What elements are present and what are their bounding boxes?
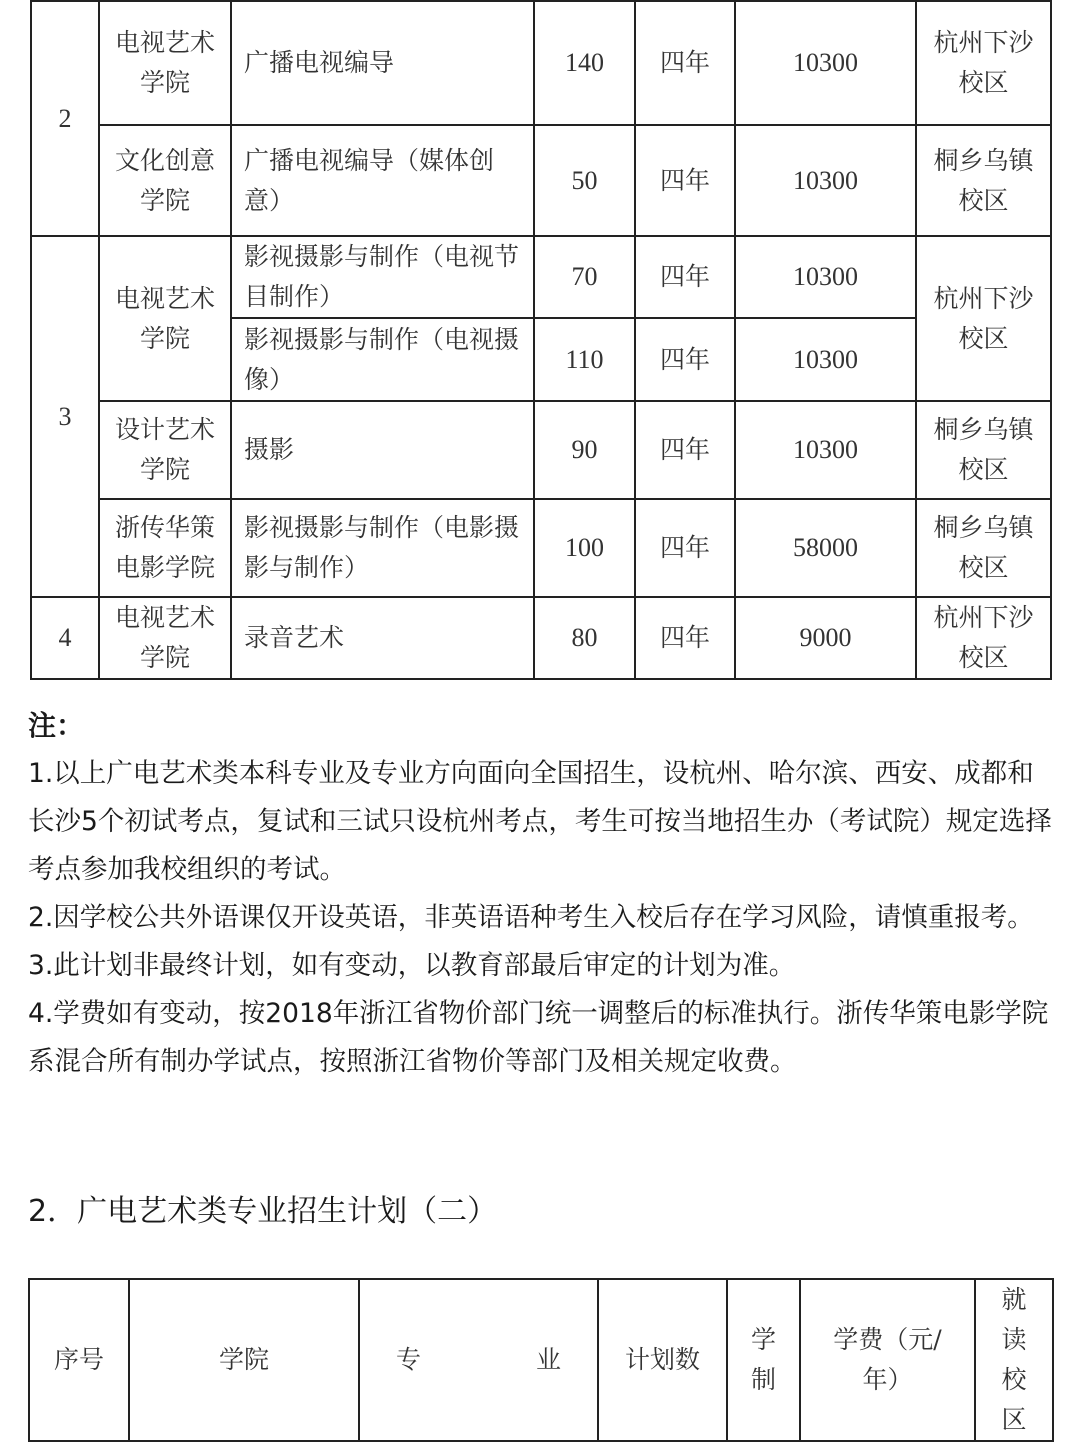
major-cell: 摄影 (231, 401, 534, 499)
header-fee: 学费（元/年） (800, 1279, 975, 1441)
table-row (31, 1, 1051, 125)
college-cell: 设计艺术学院 (99, 401, 231, 499)
college-cell: 电视艺术学院 (99, 236, 231, 401)
major-cell: 广播电视编导 (231, 1, 534, 125)
header-years: 学制 (727, 1279, 800, 1441)
section-title: 2．广电艺术类专业招生计划（二） (28, 1194, 498, 1229)
enrollment-table-2-header (28, 1278, 1054, 1442)
major-cell: 影视摄影与制作（电影摄影与制作） (231, 499, 534, 597)
header-plan: 计划数 (598, 1279, 727, 1441)
note-item: 3.此计划非最终计划，如有变动，以教育部最后审定的计划为准。 (28, 950, 796, 981)
note-item: 1.以上广电艺术类本科专业及专业方向面向全国招生，设杭州、哈尔滨、西安、成都和长沙5个初试考点，复试和三试只设杭州考点，考生可按当地招生办（考试院）规定选择考点参加我校组织的考试。 (28, 758, 1052, 885)
campus-cell: 杭州下沙校区 (916, 236, 1051, 401)
header-campus: 就读校区 (975, 1279, 1053, 1441)
fee-cell: 10300 (735, 401, 916, 499)
row-number: 2 (31, 1, 99, 236)
table-row (31, 401, 1051, 499)
major-cell: 广播电视编导（媒体创意） (231, 125, 534, 236)
header-major (359, 1279, 598, 1441)
plan-cell: 70 (534, 236, 635, 318)
header-major-b: 业 (535, 1345, 561, 1374)
note-item: 4.学费如有变动，按2018年浙江省物价部门统一调整后的标准执行。浙传华策电影学院系混合所有制办学试点，按照浙江省物价等部门及相关规定收费。 (28, 998, 1049, 1077)
college-cell: 浙传华策电影学院 (99, 499, 231, 597)
header-major-a: 专 (396, 1345, 422, 1374)
table-header-row (29, 1279, 1053, 1441)
header-college: 学院 (129, 1279, 359, 1441)
years-cell: 四年 (635, 401, 735, 499)
fee-cell: 58000 (735, 499, 916, 597)
years-cell: 四年 (635, 318, 735, 401)
enrollment-table-1 (30, 0, 1052, 680)
table-row (31, 499, 1051, 597)
row-number: 3 (31, 236, 99, 597)
fee-cell: 10300 (735, 318, 916, 401)
years-cell: 四年 (635, 125, 735, 236)
college-cell: 电视艺术学院 (99, 1, 231, 125)
fee-cell: 9000 (735, 597, 916, 679)
plan-cell: 90 (534, 401, 635, 499)
table-row (31, 125, 1051, 236)
note-item: 2.因学校公共外语课仅开设英语，非英语语种考生入校后存在学习风险，请慎重报考。 (28, 902, 1034, 933)
major-cell: 影视摄影与制作（电视摄像） (231, 318, 534, 401)
fee-cell: 10300 (735, 236, 916, 318)
table-row (31, 597, 1051, 679)
row-number: 4 (31, 597, 99, 679)
plan-cell: 100 (534, 499, 635, 597)
plan-cell: 140 (534, 1, 635, 125)
notes-section (28, 702, 1058, 1086)
campus-cell: 杭州下沙校区 (916, 597, 1051, 679)
fee-cell: 10300 (735, 125, 916, 236)
plan-cell: 110 (534, 318, 635, 401)
college-cell: 电视艺术学院 (99, 597, 231, 679)
years-cell: 四年 (635, 1, 735, 125)
header-no: 序号 (29, 1279, 129, 1441)
table-row (31, 236, 1051, 318)
campus-cell: 桐乡乌镇校区 (916, 499, 1051, 597)
major-cell: 录音艺术 (231, 597, 534, 679)
plan-cell: 80 (534, 597, 635, 679)
years-cell: 四年 (635, 597, 735, 679)
college-cell: 文化创意学院 (99, 125, 231, 236)
campus-cell: 杭州下沙校区 (916, 1, 1051, 125)
campus-cell: 桐乡乌镇校区 (916, 125, 1051, 236)
plan-cell: 50 (534, 125, 635, 236)
years-cell: 四年 (635, 236, 735, 318)
fee-cell: 10300 (735, 1, 916, 125)
years-cell: 四年 (635, 499, 735, 597)
notes-heading: 注： (28, 709, 85, 742)
campus-cell: 桐乡乌镇校区 (916, 401, 1051, 499)
major-cell: 影视摄影与制作（电视节目制作） (231, 236, 534, 318)
